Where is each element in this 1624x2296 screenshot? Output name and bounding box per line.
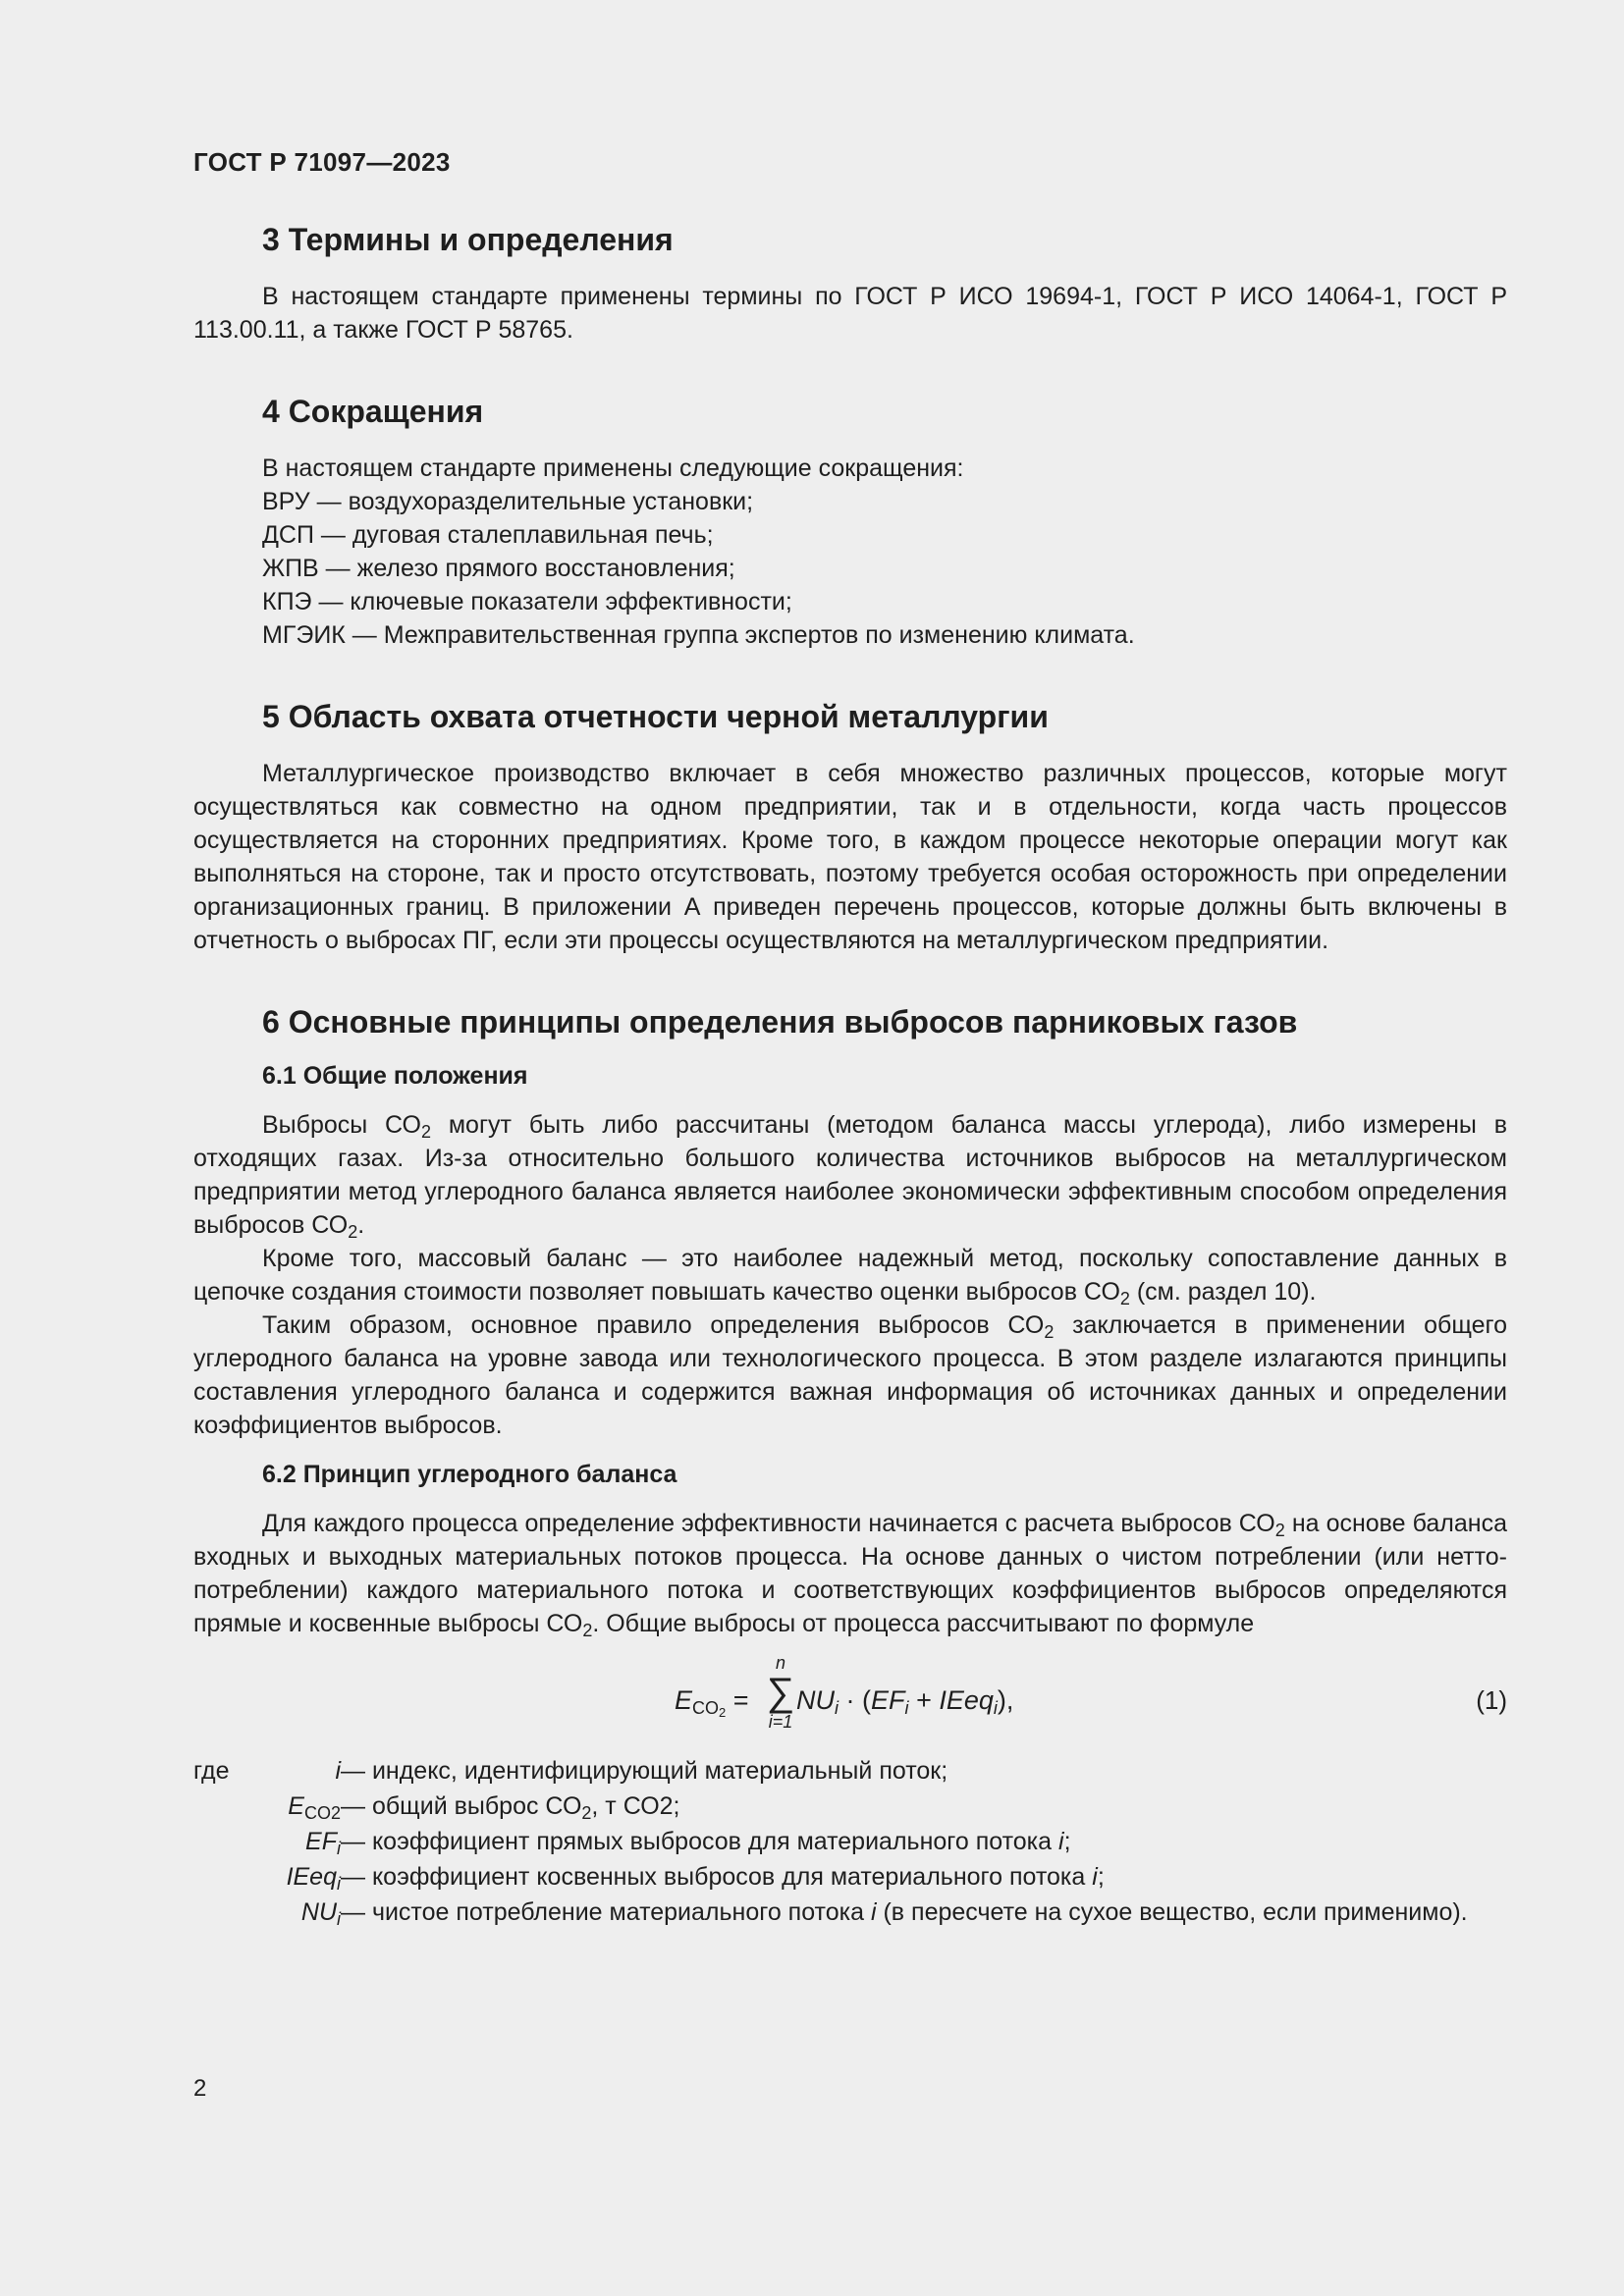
subsection-6-2-paragraph-1: Для каждого процесса определение эффективности начинается с расчета выбросов $СО_2$ на основе баланса входных и выходных материальных потоков процесса. На основе данных о чистом потреблении (или нетто-потреблении) каждого материального потока и соответствующих коэффициентов выбросов определяются прямые и косвенные выбросы $СО_2$. Общие выбросы от процесса рассчитывают по формуле xyxy=(193,1510,1507,1640)
legend-text: — общий выброс $СО_2$, т СО2; xyxy=(341,1792,680,1823)
subsection-6-1-title: 6.1 Общие положения xyxy=(262,1062,528,1090)
subsection-6-1-paragraph-3: Таким образом, основное правило определения выбросов $СО_2$ заключается в применении общего углеродного баланса на уровне завода или технологического процесса. В этом разделе излагаются принципы составления углеродного баланса и содержится важная информация об источниках данных и определении коэффициентов выбросов. xyxy=(193,1311,1507,1439)
legend-text: — коэффициент прямых выбросов для материального потока i; xyxy=(341,1828,1071,1855)
legend-symbol: $E_{CO2}$ xyxy=(288,1792,341,1823)
formula-lhs: $E_{CO_2}$ = xyxy=(675,1685,749,1720)
legend-row xyxy=(193,1754,1507,1789)
legend-row xyxy=(193,1896,1507,1931)
page-content xyxy=(193,218,1507,1931)
section-4-title: 4 Сокращения xyxy=(262,394,484,429)
abbreviation-item: КПЭ — ключевые показатели эффективности; xyxy=(262,588,792,615)
legend-symbol: i xyxy=(335,1757,341,1785)
legend-row xyxy=(193,1825,1507,1860)
formula-rhs: $NU_i \cdot (EF_i$ + IEeq$_i$), xyxy=(796,1685,1014,1718)
abbreviations-intro: В настоящем стандарте применены следующие сокращения: xyxy=(262,454,964,482)
formula-legend xyxy=(193,1754,1507,1931)
legend-row xyxy=(193,1789,1507,1825)
subsection-6-1-paragraph-1: Выбросы $СО_2$ могут быть либо рассчитаны (методом баланса массы углерода), либо измерены в отходящих газах. Из-за относительно большого количества источников выбросов на металлургическом предприятии метод углеродного баланса является наиболее экономически эффективным способом определения выбросов $СО_2$. xyxy=(193,1111,1508,1242)
section-5-title: 5 Область охвата отчетности черной металлургии xyxy=(262,699,1049,734)
section-6-title: 6 Основные принципы определения выбросов парниковых газов xyxy=(262,1004,1298,1040)
summation-symbol: n ∑ i=1 xyxy=(766,1653,795,1732)
legend-symbol: IEeq$_i$ xyxy=(286,1863,341,1894)
subsection-6-2-title: 6.2 Принцип углеродного баланса xyxy=(262,1461,677,1488)
legend-symbol: $EF_i$ xyxy=(305,1828,341,1858)
legend-symbol: $NU_i$ xyxy=(300,1898,341,1929)
equation-number: (1) xyxy=(1476,1685,1507,1715)
legend-row xyxy=(193,1860,1507,1896)
section-3-text: В настоящем стандарте применены термины по ГОСТ Р ИСО 19694-1, ГОСТ Р ИСО 14064-1, ГОСТ Р 113.00.11, а также ГОСТ Р 58765. xyxy=(193,283,1507,344)
abbreviation-item: ЖПВ — железо прямого восстановления; xyxy=(262,555,735,582)
legend-text: — индекс, идентифицирующий материальный поток; xyxy=(341,1757,948,1785)
legend-text: — чистое потребление материального потока i (в пересчете на сухое вещество, если применимо). xyxy=(341,1898,1468,1926)
page-number: 2 xyxy=(193,2075,207,2102)
formula-1 xyxy=(193,1654,1507,1744)
section-5-text: Металлургическое производство включает в себя множество различных процессов, которые могут осуществляться как совместно на одном предприятии, так и в отдельности, когда часть процессов осуществляется на сторонних предприятиях. Кроме того, в каждом процессе некоторые операции могут как выполняться на стороне, так и просто отсутствовать, поэтому требуется особая осторожность при определении организационных границ. В приложении А приведен перечень процессов, которые должны быть включены в отчетность о выбросах ПГ, если эти процессы осуществляются на металлургическом предприятии. xyxy=(193,760,1507,954)
legend-where: где xyxy=(193,1757,230,1785)
section-3-title: 3 Термины и определения xyxy=(262,222,674,257)
abbreviation-item: ДСП — дуговая сталеплавильная печь; xyxy=(262,521,714,549)
legend-text: — коэффициент косвенных выбросов для материального потока i; xyxy=(341,1863,1105,1891)
document-code: ГОСТ Р 71097—2023 xyxy=(193,147,451,177)
abbreviation-item: МГЭИК — Межправительственная группа экспертов по изменению климата. xyxy=(262,621,1135,649)
subsection-6-1-paragraph-2: Кроме того, массовый баланс — это наиболее надежный метод, поскольку сопоставление данных в цепочке создания стоимости позволяет повышать качество оценки выбросов $СО_2$ (см. раздел 10). xyxy=(193,1245,1507,1308)
abbreviation-item: ВРУ — воздухоразделительные установки; xyxy=(262,488,754,515)
